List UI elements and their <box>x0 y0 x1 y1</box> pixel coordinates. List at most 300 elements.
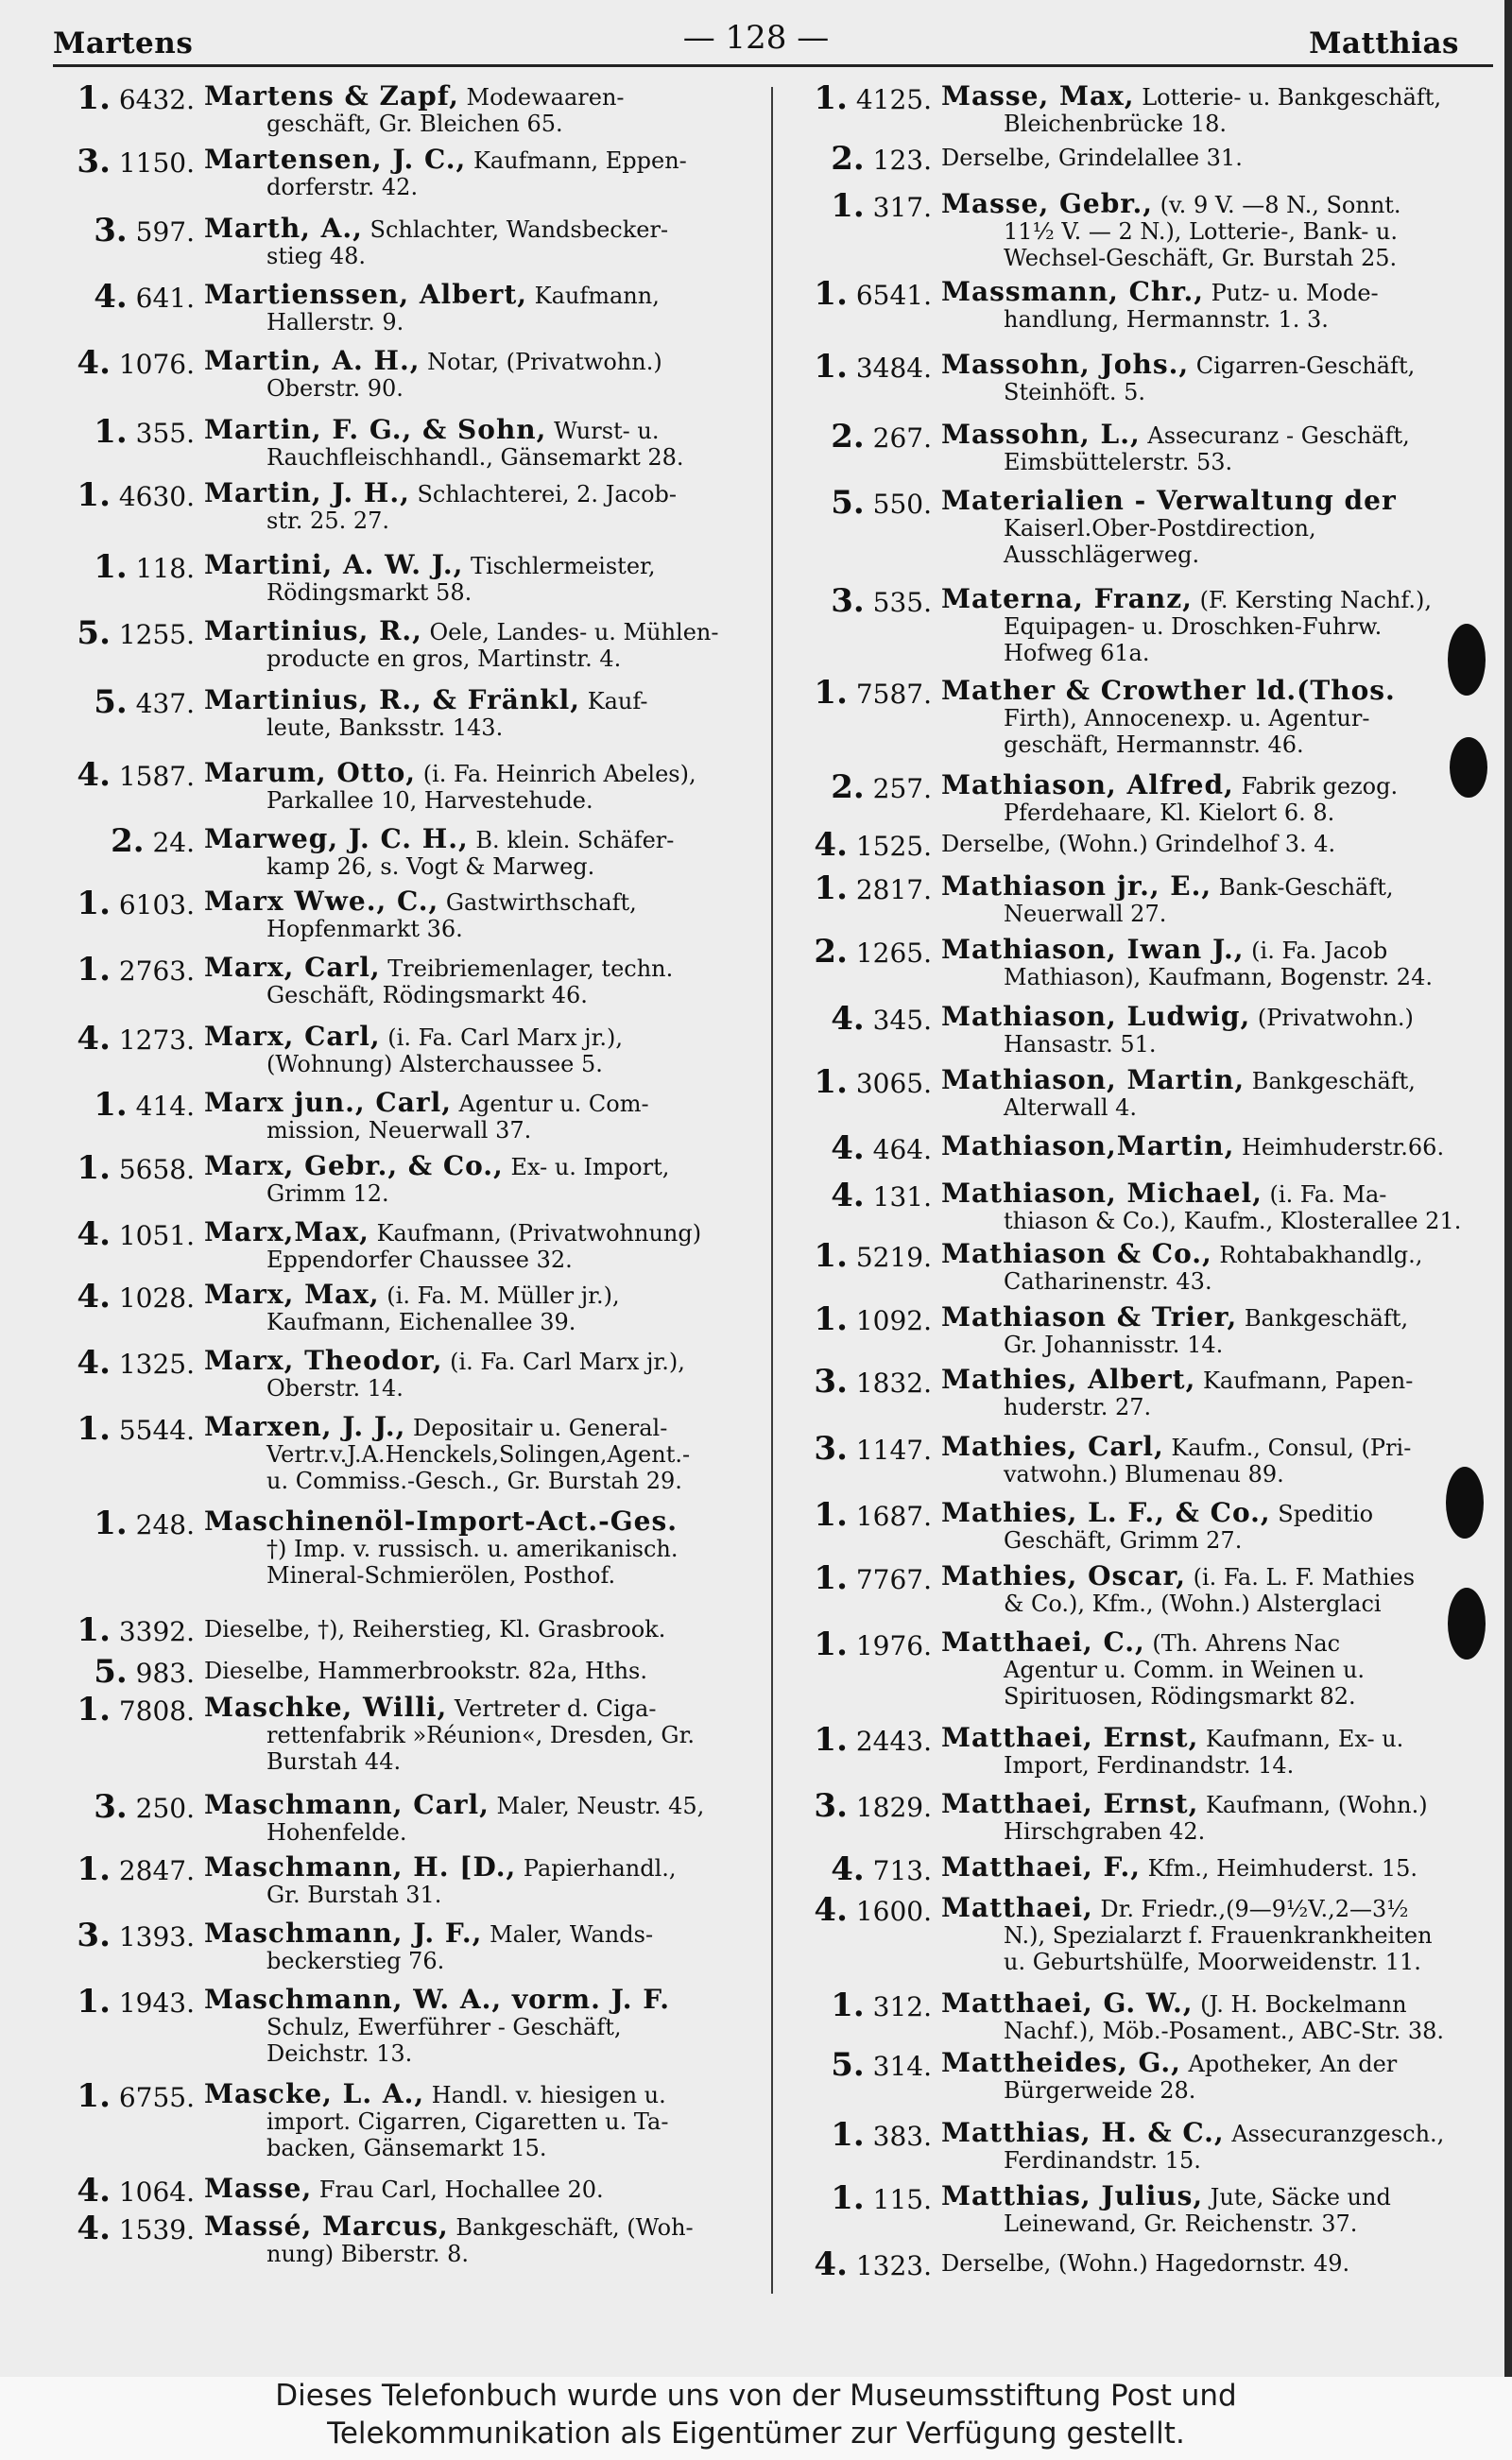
phone-number <box>53 614 204 652</box>
entry-first-line <box>941 1854 1467 1882</box>
entry-continuation: Geschäft, Rödingsmarkt 46. <box>266 982 588 1008</box>
entry-text <box>204 1282 771 1335</box>
exchange-class: 4. <box>831 1850 865 1888</box>
line-number: 115. <box>872 2184 932 2215</box>
exchange-class: 1. <box>77 476 111 514</box>
entry-first-line <box>204 2213 771 2241</box>
entry-first-line <box>941 2183 1467 2211</box>
subscriber-name: Masse, <box>204 2176 313 2203</box>
phone-number <box>779 2245 941 2283</box>
entry-text <box>204 888 771 942</box>
directory-entry <box>53 1850 771 1908</box>
entry-continuation: producte en gros, Martinstr. 4. <box>266 645 622 672</box>
entry-detail: Handl. v. hiesigen u. <box>431 2082 666 2108</box>
entry-continuation: thiason & Co.), Kaufm., Klosterallee 21. <box>1004 1208 1462 1234</box>
phone-number <box>779 2116 941 2154</box>
subscriber-name: Maschmann, W. A., vorm. J. F. <box>204 1987 671 2014</box>
entry-detail: (i. Fa. L. F. Mathies <box>1193 1564 1416 1591</box>
phone-number <box>779 140 941 178</box>
exchange-class: 3. <box>94 212 128 249</box>
entry-text <box>204 1090 771 1144</box>
exchange-class: 5. <box>94 683 128 721</box>
subscriber-name: Matthias, H. & C., <box>941 2120 1225 2147</box>
directory-entry <box>779 2245 1467 2283</box>
line-number: 550. <box>872 489 932 520</box>
entry-first-line <box>204 1024 771 1051</box>
exchange-class: 1. <box>94 548 128 586</box>
entry-continuation: Equipagen- u. Droschken-Fuhrw. <box>1004 613 1383 640</box>
subscriber-name: Maschmann, Carl, <box>204 1792 490 1819</box>
line-number: 3392. <box>118 1616 195 1647</box>
exchange-class: 1. <box>77 1410 111 1448</box>
phone-number <box>53 1691 204 1729</box>
directory-entry <box>53 344 771 402</box>
column-divider <box>771 87 773 2294</box>
directory-entry <box>779 348 1467 405</box>
entry-first-line <box>204 552 771 579</box>
entry-first-line <box>204 83 771 111</box>
subscriber-name: Mathiason, Michael, <box>941 1180 1263 1208</box>
entry-continuation: backen, Gänsemarkt 15. <box>266 2135 547 2161</box>
entry-continuation: Parkallee 10, Harvestehude. <box>266 787 593 814</box>
line-number: 345. <box>872 1005 932 1036</box>
directory-entry <box>53 1917 771 1974</box>
entry-detail: (J. H. Bockelmann <box>1200 1991 1407 2018</box>
phone-number <box>779 1850 941 1888</box>
exchange-class: 1. <box>77 79 111 117</box>
subscriber-name: Maschmann, J. F., <box>204 1920 483 1948</box>
entry-first-line <box>204 888 771 916</box>
directory-entry <box>779 582 1467 666</box>
exchange-class: 2. <box>814 933 848 971</box>
entry-text <box>204 2176 771 2203</box>
entry-text <box>204 282 771 335</box>
line-number: 5658. <box>118 1154 195 1185</box>
directory-entry <box>53 1149 771 1207</box>
entry-first-line <box>941 2120 1467 2147</box>
entry-first-line <box>941 586 1467 613</box>
entry-first-line <box>204 417 771 444</box>
subscriber-name: Mascke, L. A., <box>204 2081 425 2108</box>
subscriber-name: Martienssen, Albert, <box>204 282 528 309</box>
directory-entry <box>779 2179 1467 2237</box>
entry-detail: Gastwirthschaft, <box>445 889 637 916</box>
subscriber-name: Marx, Max, <box>204 1282 380 1309</box>
subscriber-name: Maschmann, H. [D., <box>204 1854 517 1882</box>
phone-number <box>53 1020 204 1058</box>
line-number: 535. <box>872 587 932 618</box>
phone-number <box>779 1000 941 1038</box>
entry-first-line <box>204 1153 771 1180</box>
subscriber-name: Marx, Carl, <box>204 955 381 982</box>
exchange-class: 3. <box>814 1787 848 1825</box>
exchange-class: 4. <box>77 1215 111 1253</box>
directory-entry <box>53 1983 771 2067</box>
phone-number <box>779 79 941 117</box>
entry-detail: (i. Fa. Jacob <box>1251 938 1388 964</box>
entry-continuation: Oberstr. 90. <box>266 375 404 402</box>
entry-continuation: Agentur u. Comm. in Weinen u. <box>1004 1657 1366 1683</box>
subscriber-name: Mathiason,Martin, <box>941 1133 1235 1161</box>
entry-text <box>204 83 771 137</box>
entry-detail: (Privatwohn.) <box>1257 1005 1414 1031</box>
ink-blot <box>1448 624 1486 696</box>
entry-continuation: beckerstieg 76. <box>266 1948 445 1974</box>
line-number: 1323. <box>855 2250 932 2281</box>
entry-detail: Assecuranz - Geschäft, <box>1147 422 1410 449</box>
directory-entry <box>779 674 1467 758</box>
exchange-class: 1. <box>77 1611 111 1649</box>
entry-text <box>941 1854 1467 1882</box>
entry-first-line <box>204 1508 771 1536</box>
entry-first-line <box>204 1348 771 1375</box>
footer-notice <box>0 2377 1512 2460</box>
entry-first-line <box>204 480 771 507</box>
entry-first-line <box>204 1282 771 1309</box>
phone-number <box>53 212 204 249</box>
exchange-class: 1. <box>831 2116 865 2154</box>
entry-detail: Kaufm., Consul, (Pri- <box>1171 1435 1412 1461</box>
entry-text <box>941 1304 1467 1358</box>
entry-detail: (v. 9 V. —8 N., Sonnt. <box>1160 192 1401 218</box>
line-number: 641. <box>135 283 195 314</box>
entry-first-line <box>941 2249 1467 2277</box>
line-number: 983. <box>135 1658 195 1689</box>
directory-entry <box>53 951 771 1008</box>
line-number: 1150. <box>118 147 195 179</box>
entry-continuation: leute, Banksstr. 143. <box>266 714 504 741</box>
entry-first-line <box>941 1895 1467 1922</box>
line-number: 1976. <box>855 1630 932 1661</box>
directory-entry <box>779 1496 1467 1554</box>
entry-text <box>204 146 771 200</box>
entry-detail: Speditio <box>1278 1501 1374 1527</box>
entry-continuation: Bürgerweide 28. <box>1004 2077 1196 2104</box>
subscriber-name: Massohn, Johs., <box>941 352 1190 379</box>
subscriber-name: Massohn, L., <box>941 421 1141 449</box>
line-number: 123. <box>872 145 932 176</box>
directory-entry <box>53 822 771 880</box>
subscriber-name: Mather & Crowther ld.(Thos. <box>941 678 1396 705</box>
entry-first-line <box>941 1725 1467 1752</box>
entry-detail: Assecuranzgesch., <box>1231 2121 1445 2147</box>
subscriber-name: Mathiason jr., E., <box>941 873 1212 901</box>
subscriber-name: Marth, A., <box>204 215 363 243</box>
footer-line-1: Dieses Telefonbuch wurde uns von der Museumsstiftung Post und <box>275 2379 1237 2413</box>
exchange-class: 2. <box>111 822 145 860</box>
subscriber-name: Matthaei, Ernst, <box>941 1725 1199 1752</box>
line-number: 1687. <box>855 1501 932 1532</box>
entry-first-line <box>941 1067 1467 1094</box>
phone-number <box>779 275 941 313</box>
phone-number <box>779 1721 941 1759</box>
phone-number <box>779 484 941 522</box>
phone-number <box>779 1063 941 1101</box>
exchange-class: 2. <box>831 768 865 806</box>
line-number: 312. <box>872 1991 932 2022</box>
directory-entry <box>53 143 771 200</box>
entry-text <box>204 1348 771 1402</box>
entry-continuation: Hohenfelde. <box>266 1819 407 1846</box>
line-number: 267. <box>872 422 932 454</box>
line-number: 1525. <box>855 831 932 862</box>
header-left-keyword: Martens <box>53 26 194 60</box>
phone-number <box>53 1149 204 1187</box>
entry-text <box>941 144 1467 171</box>
exchange-class: 1. <box>814 1496 848 1534</box>
entry-continuation: Burstah 44. <box>266 1748 402 1775</box>
line-number: 250. <box>135 1793 195 1824</box>
directory-entry <box>779 1430 1467 1488</box>
phone-number <box>779 187 941 225</box>
phone-number <box>53 1215 204 1253</box>
line-number: 24. <box>152 827 195 858</box>
entry-continuation: Mathiason), Kaufmann, Bogenstr. 24. <box>1004 964 1433 990</box>
exchange-class: 1. <box>77 885 111 922</box>
entry-continuation: Kaiserl.Ober-Postdirection, <box>1004 515 1316 542</box>
entry-first-line <box>204 348 771 375</box>
subscriber-name: Masse, Gebr., <box>941 191 1153 218</box>
subscriber-name: Marum, Otto, <box>204 760 417 787</box>
directory-entry <box>779 826 1467 864</box>
entry-text <box>941 2183 1467 2237</box>
entry-first-line <box>941 191 1467 218</box>
exchange-class: 1. <box>77 1149 111 1187</box>
entry-text <box>204 618 771 672</box>
subscriber-name: Marx Wwe., C., <box>204 888 439 916</box>
directory-entry <box>53 756 771 814</box>
subscriber-name: Martinius, R., <box>204 618 422 645</box>
exchange-class: 1. <box>94 1086 128 1124</box>
entry-text <box>941 586 1467 666</box>
line-number: 317. <box>872 192 932 223</box>
entry-text <box>941 1629 1467 1710</box>
entry-continuation: (Wohnung) Alsterchaussee 5. <box>266 1051 603 1077</box>
entry-text <box>941 1500 1467 1554</box>
line-number: 2763. <box>118 955 195 987</box>
exchange-class: 1. <box>77 1691 111 1729</box>
exchange-class: 4. <box>77 2210 111 2247</box>
line-number: 1393. <box>118 1921 195 1953</box>
directory-entry <box>779 1987 1467 2044</box>
exchange-class: 1. <box>77 951 111 989</box>
entry-text <box>941 2050 1467 2104</box>
subscriber-name: Matthaei, <box>941 1895 1093 1922</box>
directory-entry <box>779 1891 1467 1975</box>
entry-text <box>204 1414 771 1494</box>
entry-detail: Kauf- <box>587 688 648 714</box>
entry-text <box>204 552 771 606</box>
entry-first-line <box>941 488 1467 515</box>
entry-text <box>204 1615 771 1643</box>
entry-first-line <box>204 826 771 853</box>
header-rule <box>53 64 1493 67</box>
entry-text <box>204 1694 771 1775</box>
right-column <box>779 79 1467 2285</box>
phone-number <box>53 1788 204 1826</box>
exchange-class: 4. <box>831 1000 865 1038</box>
directory-entry <box>53 1086 771 1144</box>
entry-text <box>204 1920 771 1974</box>
directory-entry <box>53 476 771 534</box>
entry-text <box>941 421 1467 475</box>
phone-number <box>53 951 204 989</box>
subscriber-name: Martinius, R., & Fränkl, <box>204 687 581 714</box>
directory-entry <box>53 413 771 471</box>
line-number: 597. <box>135 216 195 248</box>
exchange-class: 1. <box>814 348 848 386</box>
subscriber-name: Marx, Carl, <box>204 1024 381 1051</box>
phone-number <box>779 1626 941 1663</box>
entry-continuation: Pferdehaare, Kl. Kielort 6. 8. <box>1004 800 1335 826</box>
phone-number <box>779 418 941 456</box>
exchange-class: 4. <box>831 1177 865 1214</box>
line-number: 1076. <box>118 349 195 380</box>
directory-entry <box>779 1129 1467 1167</box>
entry-text <box>204 955 771 1008</box>
line-number: 2847. <box>118 1855 195 1886</box>
exchange-class: 1. <box>814 79 848 117</box>
entry-text <box>204 2213 771 2267</box>
line-number: 7587. <box>855 679 932 710</box>
exchange-class: 1. <box>814 1721 848 1759</box>
phone-number <box>53 1611 204 1649</box>
entry-first-line <box>941 279 1467 306</box>
line-number: 257. <box>872 773 932 804</box>
entry-first-line <box>941 1500 1467 1527</box>
exchange-class: 2. <box>831 418 865 456</box>
phone-number <box>779 1363 941 1401</box>
line-number: 248. <box>135 1509 195 1540</box>
exchange-class: 1. <box>77 1983 111 2021</box>
entry-continuation: geschäft, Gr. Bleichen 65. <box>266 111 563 137</box>
line-number: 3484. <box>855 353 932 384</box>
entry-continuation: Rödingsmarkt 58. <box>266 579 472 606</box>
entry-continuation: nung) Biberstr. 8. <box>266 2241 470 2267</box>
entry-first-line <box>941 1304 1467 1332</box>
entry-first-line <box>204 1414 771 1441</box>
phone-number <box>53 278 204 316</box>
ink-blot <box>1450 737 1487 798</box>
subscriber-name: Mathiason, Iwan J., <box>941 937 1245 964</box>
directory-entry <box>779 1721 1467 1779</box>
subscriber-name: Mathiason & Co., <box>941 1241 1212 1268</box>
entry-first-line <box>941 1180 1467 1208</box>
entry-detail: Kaufmann, (Privatwohnung) <box>376 1220 702 1247</box>
subscriber-name: Martens & Zapf, <box>204 83 459 111</box>
entry-first-line <box>941 873 1467 901</box>
entry-first-line <box>941 1629 1467 1657</box>
entry-continuation: Wechsel-Geschäft, Gr. Burstah 25. <box>1004 245 1398 271</box>
phone-number <box>53 756 204 794</box>
exchange-class: 3. <box>77 1917 111 1954</box>
exchange-class: 1. <box>831 2179 865 2217</box>
exchange-class: 1. <box>814 1300 848 1338</box>
line-number: 4125. <box>855 84 932 115</box>
exchange-class: 3. <box>77 143 111 181</box>
directory-entry <box>53 2077 771 2161</box>
phone-number <box>779 674 941 712</box>
exchange-class: 1. <box>831 1987 865 2024</box>
entry-first-line <box>204 955 771 982</box>
subscriber-name: Marx, Gebr., & Co., <box>204 1153 504 1180</box>
entry-continuation: Hofweg 61a. <box>1004 640 1150 666</box>
entry-continuation: stieg 48. <box>266 243 366 269</box>
phone-number <box>53 413 204 451</box>
entry-first-line <box>204 2176 771 2203</box>
entry-first-line <box>204 760 771 787</box>
line-number: 118. <box>135 553 195 584</box>
entry-continuation: Catharinenstr. 43. <box>1004 1268 1212 1295</box>
phone-number <box>779 1129 941 1167</box>
entry-detail: Agentur u. Com- <box>458 1091 649 1117</box>
subscriber-name: Mathiason, Martin, <box>941 1067 1246 1094</box>
entry-text <box>204 826 771 880</box>
entry-first-line <box>941 83 1467 111</box>
entry-first-line <box>204 1657 771 1684</box>
exchange-class: 5. <box>831 2046 865 2084</box>
line-number: 314. <box>872 2051 932 2082</box>
entry-detail: Apotheker, An der <box>1188 2051 1398 2077</box>
entry-text <box>204 1024 771 1077</box>
phone-number <box>53 1410 204 1448</box>
phone-number <box>53 1505 204 1542</box>
line-number: 2443. <box>855 1726 932 1757</box>
entry-first-line <box>204 2081 771 2108</box>
subscriber-name: Massé, Marcus, <box>204 2213 449 2241</box>
entry-detail: Derselbe, (Wohn.) Hagedornstr. 49. <box>941 2250 1350 2277</box>
entry-text <box>941 1133 1467 1161</box>
entry-continuation: Import, Ferdinandstr. 14. <box>1004 1752 1295 1779</box>
entry-text <box>941 1180 1467 1234</box>
entry-text <box>941 191 1467 271</box>
phone-number <box>53 1850 204 1888</box>
entry-text <box>941 678 1467 758</box>
entry-continuation: Gr. Johannisstr. 14. <box>1004 1332 1224 1358</box>
entry-continuation: Bleichenbrücke 18. <box>1004 111 1228 137</box>
line-number: 1943. <box>118 1987 195 2019</box>
directory-entry <box>53 1278 771 1335</box>
entry-continuation: str. 25. 27. <box>266 507 390 534</box>
directory-entry <box>779 1300 1467 1358</box>
subscriber-name: Martin, A. H., <box>204 348 421 375</box>
line-number: 1147. <box>855 1435 932 1466</box>
entry-detail: Cigarren-Geschäft, <box>1195 353 1416 379</box>
entry-continuation: Hopfenmarkt 36. <box>266 916 463 942</box>
entry-detail: Treibriemenlager, techn. <box>387 955 674 982</box>
subscriber-name: Matthaei, C., <box>941 1629 1145 1657</box>
entry-first-line <box>941 2050 1467 2077</box>
phone-number <box>779 1559 941 1597</box>
line-number: 1064. <box>118 2176 195 2208</box>
line-number: 1539. <box>118 2214 195 2245</box>
line-number: 1587. <box>118 761 195 792</box>
phone-number <box>53 1917 204 1954</box>
ink-blot <box>1446 1467 1484 1539</box>
exchange-class: 1. <box>814 1559 848 1597</box>
entry-continuation: Hansastr. 51. <box>1004 1031 1157 1058</box>
line-number: 1325. <box>118 1349 195 1380</box>
entry-first-line <box>941 1990 1467 2018</box>
line-number: 1829. <box>855 1792 932 1823</box>
entry-first-line <box>941 1563 1467 1591</box>
page-header <box>53 13 1459 59</box>
entry-detail: (i. Fa. Carl Marx jr.), <box>450 1349 685 1375</box>
entry-continuation: dorferstr. 42. <box>266 174 419 200</box>
entry-first-line <box>204 215 771 243</box>
entry-first-line <box>941 1241 1467 1268</box>
subscriber-name: Marx, Theodor, <box>204 1348 443 1375</box>
